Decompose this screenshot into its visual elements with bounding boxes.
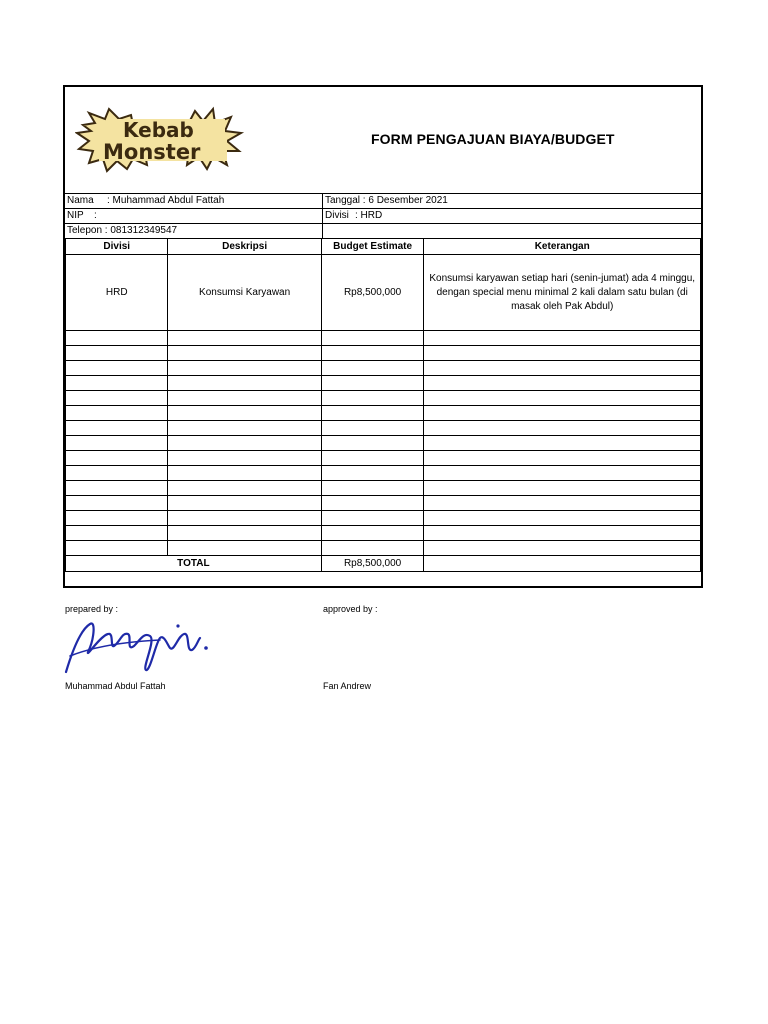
logo-line1: Kebab	[123, 118, 194, 142]
total-label: TOTAL	[66, 556, 322, 572]
table-row	[66, 255, 701, 331]
total-row	[66, 556, 701, 572]
prepared-name: Muhammad Abdul Fattah	[65, 681, 166, 691]
budget-form	[63, 85, 703, 588]
cell-budget: Rp8,500,000	[321, 255, 424, 331]
info-row-nama	[65, 193, 701, 209]
nama-label: Nama	[67, 195, 94, 206]
table-row-empty	[66, 391, 701, 406]
table-row-empty	[66, 436, 701, 451]
form-title: FORM PENGAJUAN BIAYA/BUDGET	[371, 131, 615, 147]
cell-divisi: HRD	[66, 255, 168, 331]
total-value: Rp8,500,000	[321, 556, 424, 572]
budget-table	[65, 238, 701, 572]
table-row-empty	[66, 331, 701, 346]
info-row-telepon	[65, 223, 701, 239]
header-keterangan: Keterangan	[424, 239, 701, 255]
table-row-empty	[66, 511, 701, 526]
table-row-empty	[66, 526, 701, 541]
table-row-empty	[66, 376, 701, 391]
table-row-empty	[66, 496, 701, 511]
header-deskripsi: Deskripsi	[168, 239, 321, 255]
table-row-empty	[66, 481, 701, 496]
table-row-empty	[66, 541, 701, 556]
nip-label: NIP	[67, 210, 84, 221]
form-header	[65, 87, 701, 194]
table-row-empty	[66, 451, 701, 466]
nama-value: : Muhammad Abdul Fattah	[107, 195, 225, 206]
prepared-by-label: prepared by :	[65, 604, 119, 614]
divisi-label: Divisi	[325, 210, 349, 221]
nip-value: :	[94, 210, 97, 221]
approved-by-label: approved by :	[323, 604, 378, 614]
signature-image	[60, 612, 220, 682]
table-row-empty	[66, 361, 701, 376]
table-row-empty	[66, 346, 701, 361]
cell-deskripsi: Konsumsi Karyawan	[168, 255, 321, 331]
logo-line2: Monster	[103, 140, 201, 164]
telepon-field: Telepon : 081312349547	[67, 225, 178, 236]
table-row-empty	[66, 406, 701, 421]
kebab-monster-logo	[75, 105, 245, 175]
cell-keterangan: Konsumsi karyawan setiap hari (senin-jumat) ada 4 minggu, dengan special menu minimal 2 kali dalam satu bulan (di masak oleh Pak Abdul)	[424, 255, 701, 331]
table-row-empty	[66, 466, 701, 481]
divisi-value: : HRD	[355, 210, 383, 221]
header-divisi: Divisi	[66, 239, 168, 255]
header-budget: Budget Estimate	[321, 239, 424, 255]
tanggal-field: Tanggal : 6 Desember 2021	[325, 195, 448, 206]
table-row-empty	[66, 421, 701, 436]
approved-name: Fan Andrew	[323, 681, 372, 691]
info-row-nip	[65, 208, 701, 224]
